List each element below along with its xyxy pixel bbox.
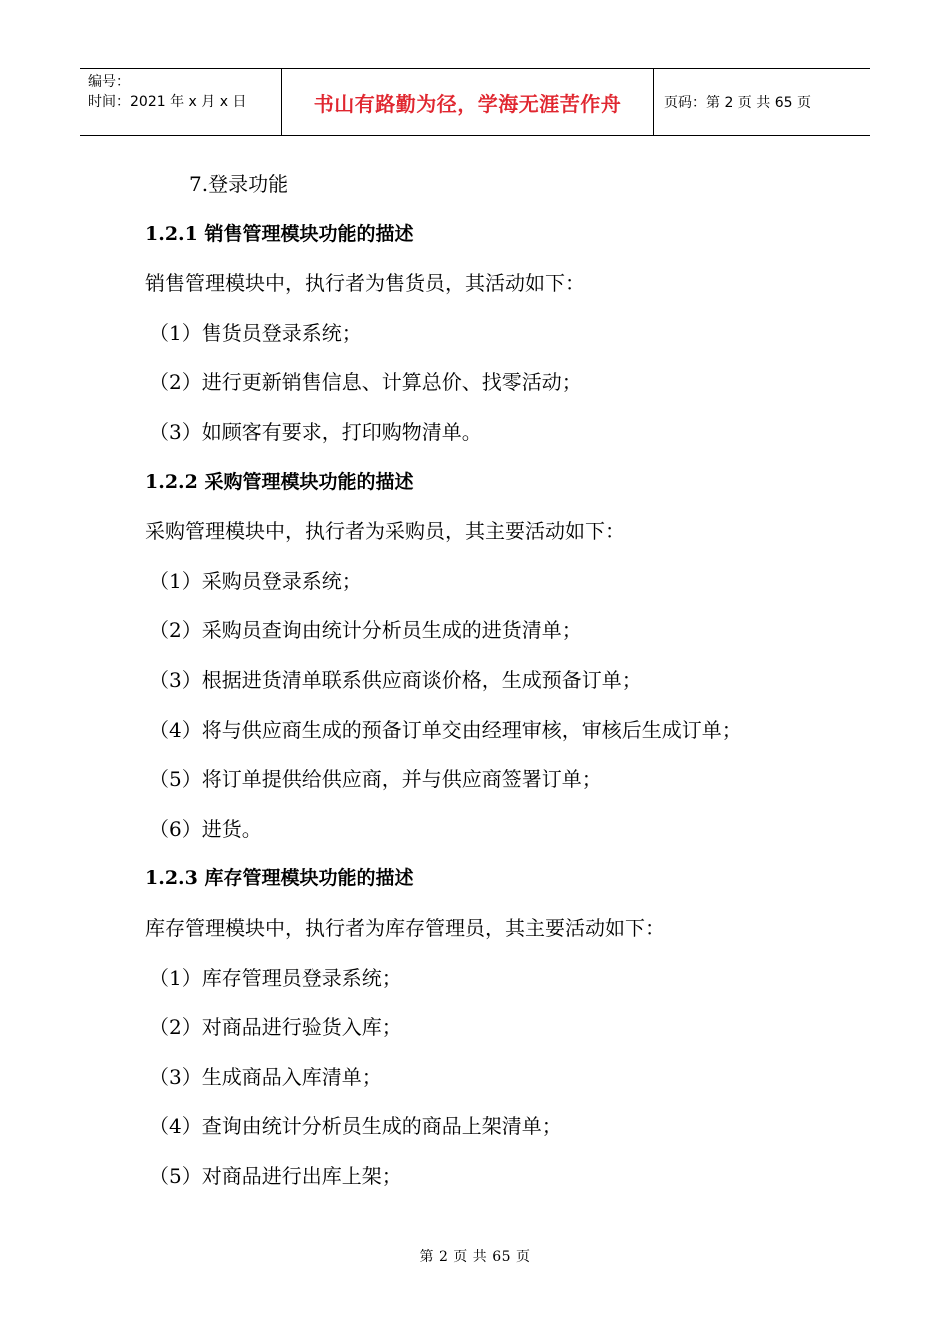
list-item: （1）售货员登录系统； <box>149 320 362 345</box>
list-item: （5）将订单提供给供应商，并与供应商签署订单； <box>149 767 602 792</box>
header-motto-cell <box>282 69 654 135</box>
list-item: （3）根据进货清单联系供应商谈价格，生成预备订单； <box>149 667 642 692</box>
header-meta-cell <box>80 69 282 135</box>
list-item: （3）生成商品入库清单； <box>149 1064 382 1089</box>
date-label: 时间：2021 年 x 月 x 日 <box>88 94 247 110</box>
paragraph-line: 销售管理模块中，执行者为售货员，其活动如下： <box>145 271 585 296</box>
page-info: 页码：第 2 页 共 65 页 <box>664 95 811 111</box>
paragraph-line: 库存管理模块中，执行者为库存管理员，其主要活动如下： <box>145 915 665 940</box>
list-item: （4）查询由统计分析员生成的商品上架清单； <box>149 1114 562 1139</box>
list-item: （3）如顾客有要求，打印购物清单。 <box>149 419 482 444</box>
motto-text: 书山有路勤为径，学海无涯苦作舟 <box>313 91 622 116</box>
list-item: （1）采购员登录系统； <box>149 568 362 593</box>
number-label: 编号： <box>88 74 130 90</box>
section-heading: 1.2.1 销售管理模块功能的描述 <box>145 222 414 245</box>
list-item: （5）对商品进行出库上架； <box>149 1163 402 1188</box>
list-item: （4）将与供应商生成的预备订单交由经理审核，审核后生成订单； <box>149 717 742 742</box>
paragraph-line: 采购管理模块中，执行者为采购员，其主要活动如下： <box>145 519 625 544</box>
indented-line: 7.登录功能 <box>189 172 289 196</box>
document-body <box>145 160 835 1201</box>
list-item: （2）采购员查询由统计分析员生成的进货清单； <box>149 618 582 643</box>
list-item: （1）库存管理员登录系统； <box>149 965 402 990</box>
list-item: （2）对商品进行验货入库； <box>149 1015 402 1040</box>
footer-page-number: 第 2 页 共 65 页 <box>419 1249 531 1265</box>
page-footer <box>0 1246 950 1266</box>
header-page-cell <box>654 69 870 135</box>
section-heading: 1.2.3 库存管理模块功能的描述 <box>145 867 414 890</box>
list-item: （6）进货。 <box>149 816 262 841</box>
section-heading: 1.2.2 采购管理模块功能的描述 <box>145 470 414 493</box>
document-header <box>80 68 870 136</box>
list-item: （2）进行更新销售信息、计算总价、找零活动； <box>149 370 582 395</box>
